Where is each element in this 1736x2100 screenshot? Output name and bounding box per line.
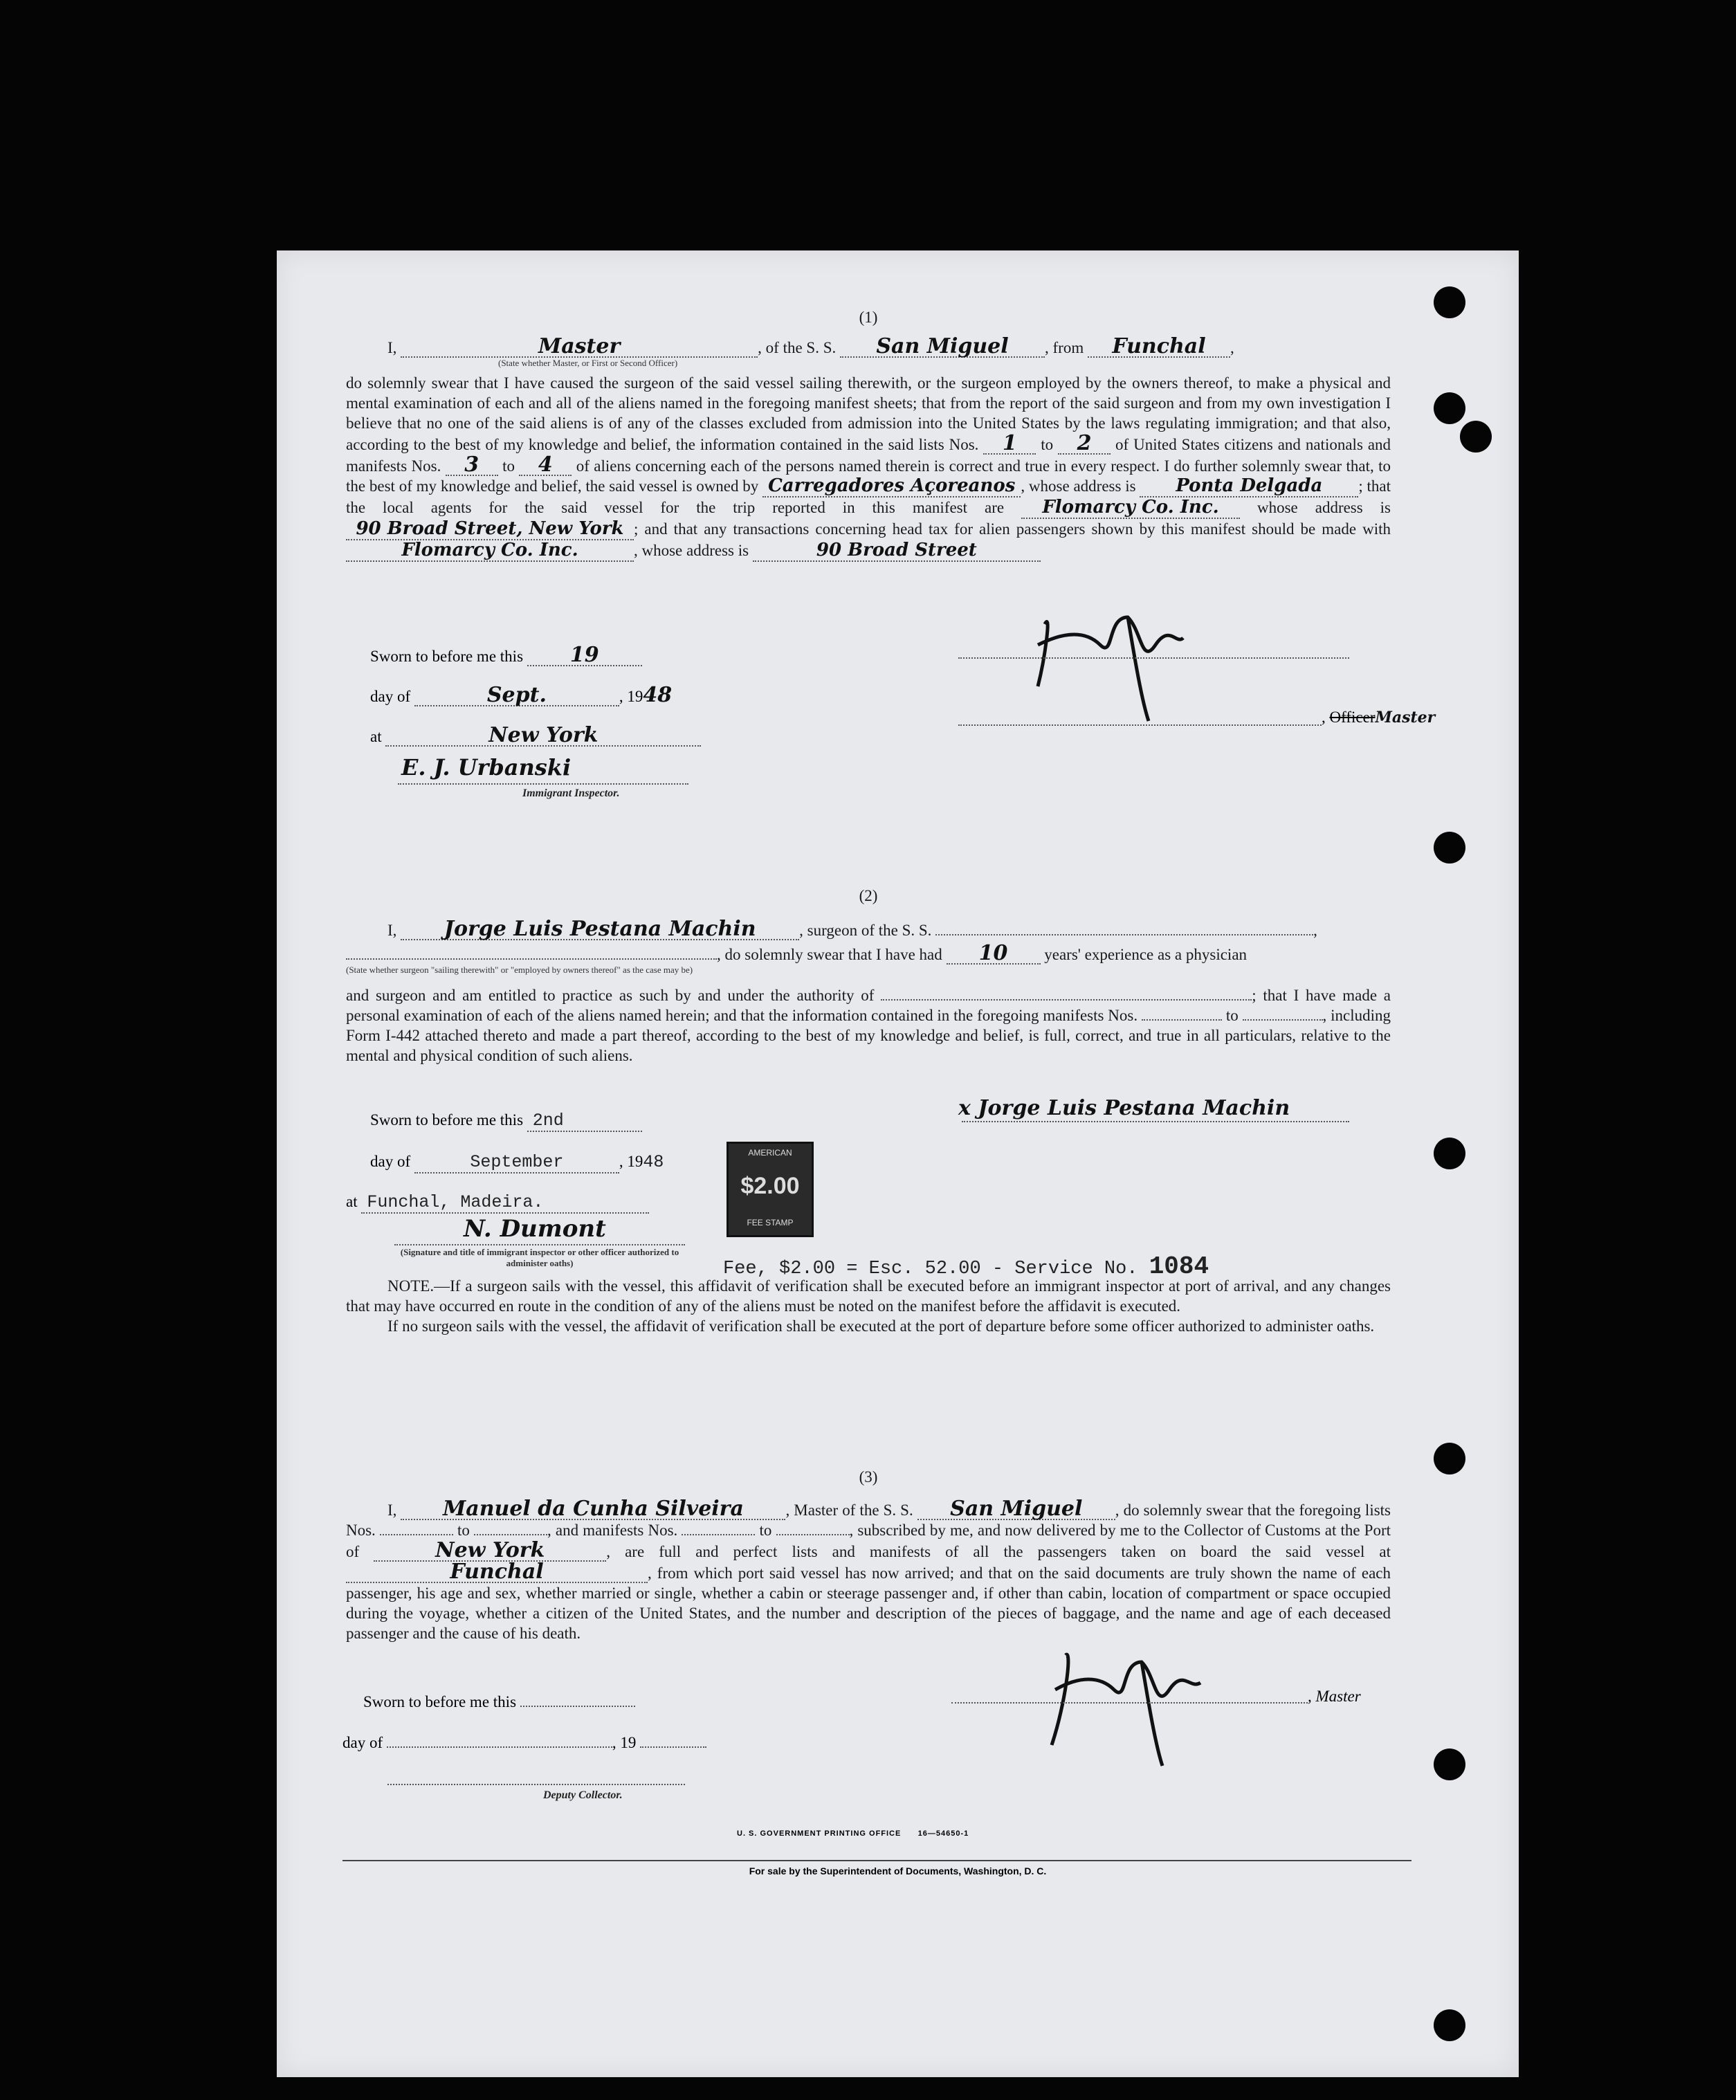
head-tax-agent-field: Flomarcy Co. Inc.	[346, 540, 634, 562]
master-signature	[1024, 603, 1204, 728]
manifests-from-field: 3	[446, 455, 498, 476]
authority-field	[881, 999, 1252, 1001]
agent-address-field: 90 Broad Street, New York	[346, 519, 634, 540]
surgeon-sworn-place-line: at Funchal, Madeira.	[346, 1191, 649, 1214]
punch-hole	[1434, 1749, 1465, 1780]
fee-service-line: Fee, $2.00 = Esc. 52.00 - Service No. 1084	[723, 1252, 1209, 1281]
agent-field: Flomarcy Co. Inc.	[1021, 497, 1240, 519]
sworn-year-field: 48	[643, 683, 673, 707]
punch-hole	[1460, 421, 1492, 453]
manifests-from-field	[1142, 1019, 1222, 1021]
collector-vessel-field: San Miguel	[917, 1499, 1115, 1520]
head-tax-address-field: 90 Broad Street	[753, 540, 1041, 562]
lists-from-field	[380, 1534, 453, 1535]
struck-title: Officer	[1329, 709, 1376, 726]
surgeon-signature: x Jorge Luis Pestana Machin	[958, 1096, 1290, 1120]
collector-month-field	[387, 1746, 612, 1748]
section-number: (1)	[859, 309, 878, 326]
embark-port-field: Funchal	[346, 1562, 648, 1583]
officer-rank-caption: (State whether Master, or First or Second Officer)	[498, 358, 678, 368]
officer-signature: N. Dumont	[464, 1215, 606, 1243]
collector-year-field	[640, 1746, 706, 1748]
surgeon-header-line: I, Jorge Luis Pestana Machin , surgeon of the S. S. ,	[387, 917, 1317, 941]
surgeon-note: NOTE.—If a surgeon sails with the vessel, this affidavit of verification shall be executed before an immigrant inspector at port of arrival, and any changes that may have occurred en route in the condition of any of the aliens must be noted on the manifest before the affidavit is executed. If no surgeon sails with the vessel, the affidavit of verification shall be executed at the port of departure before some officer authorized to administer oaths.	[346, 1277, 1391, 1335]
master-signature-stroke	[1038, 617, 1183, 721]
surgeon-experience-line: , do solemnly swear that I have had 10 years' experience as a physician	[346, 943, 1391, 965]
manifests-to-field	[1243, 1019, 1323, 1021]
surgeon-sworn-date-line: Sworn to before me this 2nd	[370, 1110, 642, 1132]
surgeon-note-2: If no surgeon sails with the vessel, the affidavit of verification shall be executed at the port of departure before some officer authorized to administer oaths.	[387, 1317, 1375, 1335]
manifests-from-field	[682, 1534, 755, 1535]
master-affidavit	[346, 309, 1391, 562]
sale-notice: For sale by the Superintendent of Documents, Washington, D. C.	[749, 1865, 1047, 1877]
punch-hole	[1434, 2009, 1465, 2041]
punch-hole	[1434, 286, 1465, 318]
owner-address-field: Ponta Delgada	[1140, 476, 1358, 497]
surgeon-name-field: Jorge Luis Pestana Machin	[401, 919, 799, 940]
years-field: 10	[947, 943, 1041, 965]
deputy-caption: Deputy Collector.	[543, 1789, 623, 1801]
arrival-port-field: New York	[374, 1540, 606, 1562]
printing-office-line: U. S. GOVERNMENT PRINTING OFFICE 16—54650-1	[737, 1829, 969, 1838]
signer-title: , OfficerMaster	[1322, 709, 1436, 727]
master-title: , Master	[1308, 1688, 1361, 1705]
surgeon-status-field	[346, 958, 717, 960]
manifest-page	[277, 250, 1519, 2077]
written-title: Master	[1375, 709, 1436, 727]
surgeon-status-caption: (State whether surgeon "sailing therewith" or "employed by owners thereof" as the case may be)	[346, 965, 693, 975]
departure-port-field: Funchal	[1088, 336, 1230, 358]
lists-to-field	[474, 1534, 547, 1535]
collector-month-line: day of , 19	[342, 1733, 706, 1753]
oath-body: do solemnly swear that I have caused the surgeon of the said vessel sailing therewith, or the surgeon employed by the owners thereof, to make a physical and mental examination of each and all of the aliens named in the foregoing manifest sheets; that from the report of the said surgeon and from my own investigation I believe that no one of the said aliens is of any of the classes excluded from admission into the United States by the laws regulating immigration; and that also, according to the best of my knowledge and belief, the information contained in the said lists Nos. 1 to 2 of United States citizens and nationals and manifests Nos. 3 to 4 of aliens concerning each of the persons named therein is correct and true in every respect. I do further solemnly swear that, to the best of my knowledge and belief, the said vessel is owned by Carregadores Açoreanos , whose address is Ponta Delgada ; that the local agents for the said vessel for the trip reported in this manifest are Flomarcy Co. Inc. whose address is 90 Broad Street, New York ; and that any transactions concerning head tax for alien passengers shown by this manifest should be made with Flomarcy Co. Inc. , whose address is 90 Broad Street	[346, 374, 1391, 560]
inspector-caption: Immigrant Inspector.	[522, 787, 620, 799]
surgeon-sworn-month-line: day of September , 1948	[370, 1152, 664, 1172]
fee-stamp: AMERICAN $2.00 FEE STAMP	[727, 1142, 814, 1237]
sworn-place-line: at New York	[370, 725, 701, 747]
punch-hole	[1434, 1443, 1465, 1474]
oath-header-line: I, Master , of the S. S. San Miguel , from Funchal ,	[387, 334, 1234, 358]
manifests-to-field	[776, 1534, 850, 1535]
deputy-collector-line	[387, 1784, 685, 1785]
master-signature	[1038, 1641, 1218, 1773]
inspector-signature-line	[398, 783, 688, 785]
inspector-signature: E. J. Urbanski	[401, 754, 572, 780]
lists-to-field: 2	[1058, 433, 1111, 455]
master-signature-line-3	[951, 1702, 1308, 1704]
collector-sworn-line: Sworn to before me this	[363, 1692, 635, 1712]
sworn-place-field: New York	[385, 725, 701, 747]
sworn-date-line: Sworn to before me this 19	[370, 645, 642, 666]
surgeon-sworn-month-field: September	[414, 1152, 619, 1174]
surgeon-sworn-place-field: Funchal, Madeira.	[361, 1192, 649, 1214]
master-signature-line-2	[958, 724, 1322, 726]
collector-sworn-day-field	[520, 1706, 635, 1707]
vessel-name-field: San Miguel	[840, 336, 1045, 358]
officer-signature-line	[394, 1244, 685, 1245]
footer-rule	[342, 1860, 1411, 1861]
punch-hole	[1434, 832, 1465, 864]
section-number: (3)	[859, 1468, 878, 1486]
punch-hole	[1434, 392, 1465, 424]
master-signature-stroke	[1052, 1654, 1200, 1766]
section-number: (2)	[859, 887, 878, 904]
officer-rank-field: Master	[401, 336, 758, 358]
master-signature-line-1	[958, 657, 1349, 659]
sworn-day-field: 19	[527, 645, 642, 666]
surgeon-body: and surgeon and am entitled to practice as such by and under the authority of ; that I have made a personal examination of each of the aliens named herein; and that the information contained in the foregoing manifests Nos. to , including Form I-442 attached thereto and made a part thereof, according to the best of my knowledge and belief, is full, correct, and true in all particulars, relative to the mental and physical condition of such aliens.	[346, 987, 1391, 1064]
master-name-field: Manuel da Cunha Silveira	[401, 1499, 785, 1520]
lists-from-field: 1	[983, 433, 1036, 455]
owner-field: Carregadores Açoreanos	[762, 476, 1021, 497]
service-number: 1084	[1149, 1252, 1209, 1281]
collector-affidavit	[346, 1468, 1391, 1643]
punch-hole	[1434, 1138, 1465, 1169]
manifests-to-field: 4	[519, 455, 572, 476]
surgeon-sworn-day-field: 2nd	[527, 1111, 642, 1132]
surgeon-signature-line	[962, 1121, 1349, 1122]
collector-body: I, Manuel da Cunha Silveira , Master of the S. S. San Miguel , do solemnly swear that the foregoing lists Nos. to , and manifests Nos. to , subscribed by me, and now delivered by me to the Collector of Customs at the Port of New York , are full and perfect lists and manifests of all the passengers taken on board the said vessel at Funchal , from which port said vessel has now arrived; and that on the said documents are truly shown the name of each passenger, his age and sex, whether married or single, whether a cabin or steerage passenger and, if other than cabin, location of compartment or space occupied during the voyage, whether a citizen of the United States, and the number and description of the pieces of baggage, and the name and age of each deceased passenger and the cause of his death.	[346, 1497, 1391, 1642]
officer-caption: (Signature and title of immigrant inspector or other officer authorized to administer oaths)	[400, 1247, 679, 1268]
sworn-month-field: Sept.	[414, 685, 619, 706]
surgeon-vessel-field	[935, 934, 1313, 935]
sworn-month-line: day of Sept. , 1948	[370, 683, 673, 707]
surgeon-sworn-year-field: 48	[643, 1152, 664, 1172]
surgeon-affidavit	[346, 887, 1391, 1066]
